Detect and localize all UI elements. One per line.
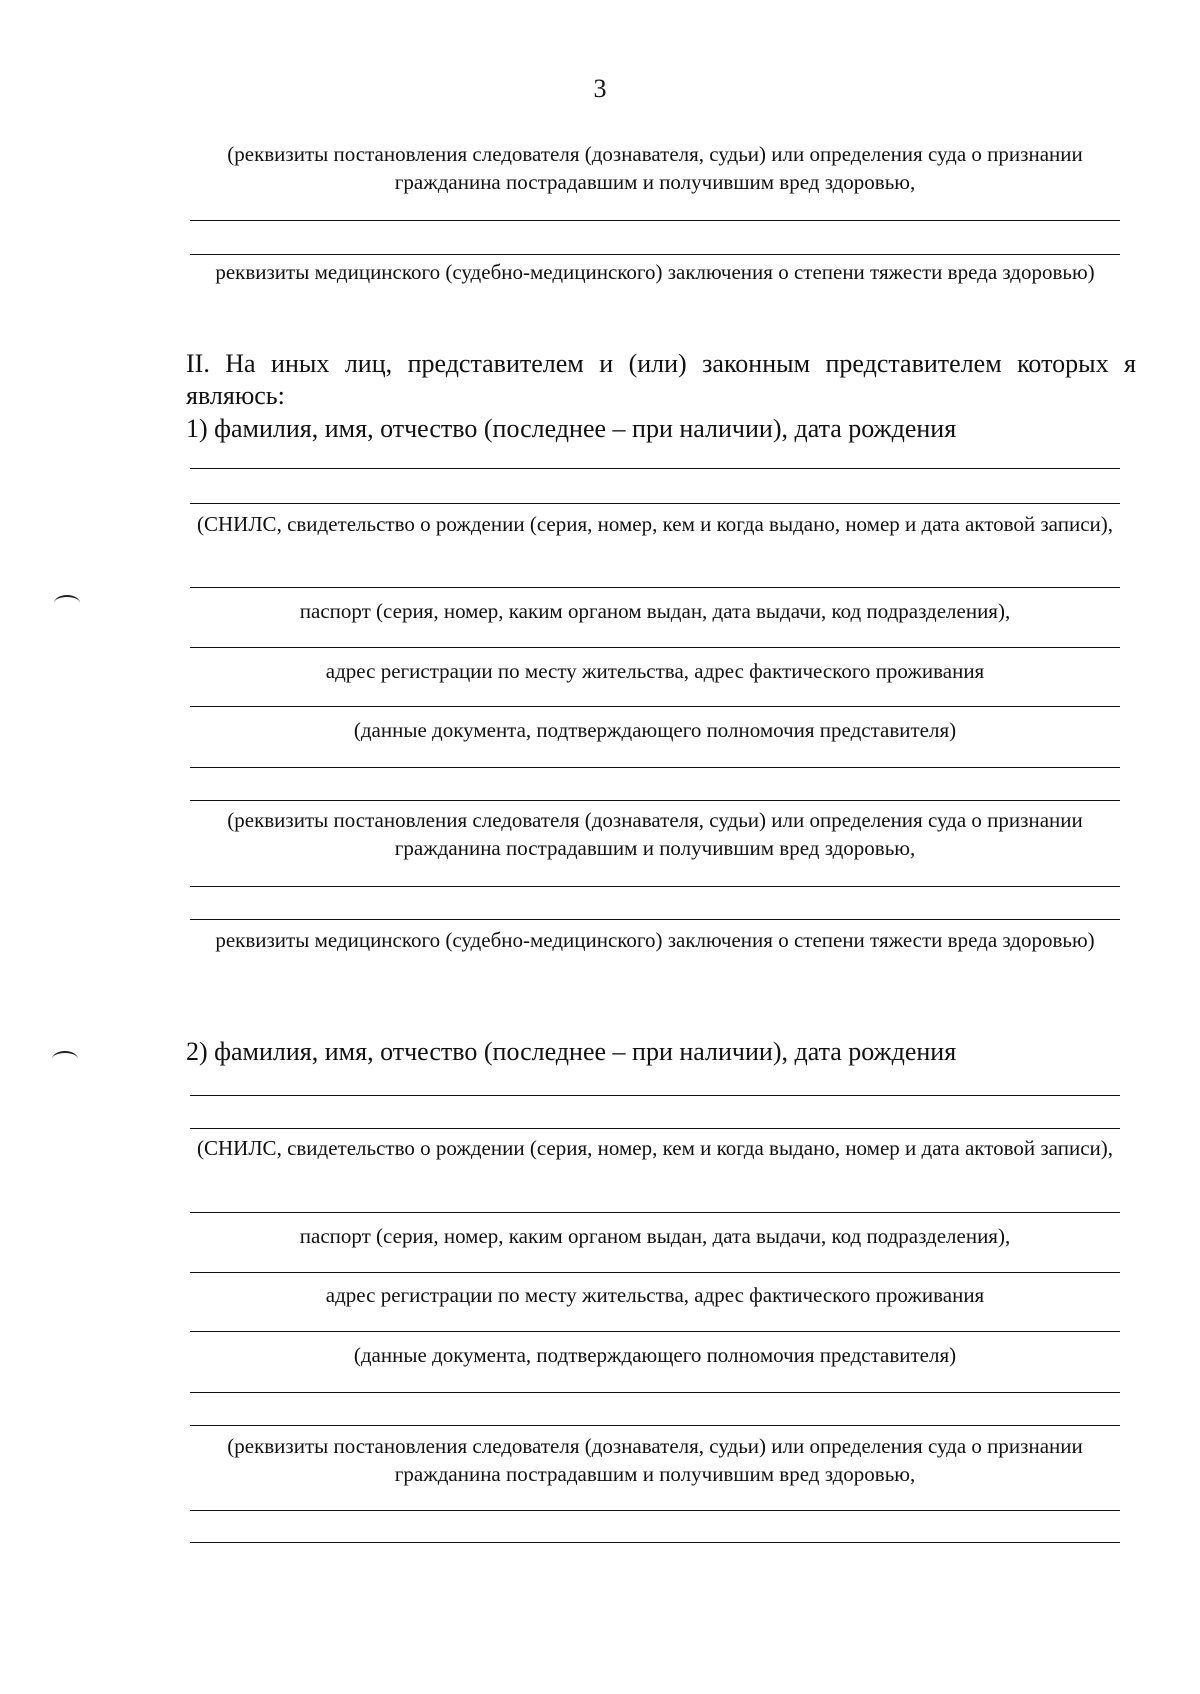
fill-line[interactable] xyxy=(190,767,1120,768)
address-caption: адрес регистрации по месту жительства, адрес фактического проживания xyxy=(325,1283,985,1307)
fill-line[interactable] xyxy=(190,1128,1120,1129)
margin-mark xyxy=(54,595,80,611)
resolution-caption: (реквизиты постановления следователя (дознавателя, судьи) или определения суда о признании гражданина пострадавшим и получившим вред здоровью, xyxy=(227,142,1083,194)
fill-line[interactable] xyxy=(190,800,1120,801)
margin-mark xyxy=(52,1051,78,1067)
medical-conclusion-caption: реквизиты медицинского (судебно-медицинского) заключения о степени тяжести вреда здоровью) xyxy=(215,260,1095,284)
fill-line[interactable] xyxy=(190,1095,1120,1096)
resolution-caption: (реквизиты постановления следователя (дознавателя, судьи) или определения суда о признании гражданина пострадавшим и получившим вред здоровью, xyxy=(227,808,1083,860)
snils-caption: (СНИЛС, свидетельство о рождении (серия, номер, кем и когда выдано, номер и дата актовой записи), xyxy=(196,1136,1113,1160)
fill-line[interactable] xyxy=(190,220,1120,221)
resolution-caption: (реквизиты постановления следователя (дознавателя, судьи) или определения суда о признании гражданина пострадавшим и получившим вред здоровью, xyxy=(227,1434,1083,1486)
fill-line[interactable] xyxy=(190,468,1120,469)
person-name-label: 1) фамилия, имя, отчество (последнее – при наличии), дата рождения xyxy=(186,414,957,443)
fill-line[interactable] xyxy=(190,587,1120,588)
fill-line[interactable] xyxy=(190,919,1120,920)
fill-line[interactable] xyxy=(190,1272,1120,1273)
section-heading: II. На иных лиц, представителем и (или) законным представителем которых я являюсь: xyxy=(186,349,1136,410)
fill-line[interactable] xyxy=(190,886,1120,887)
person-name-label: 2) фамилия, имя, отчество (последнее – при наличии), дата рождения xyxy=(186,1037,957,1066)
fill-line[interactable] xyxy=(190,706,1120,707)
fill-line[interactable] xyxy=(190,1425,1120,1426)
authority-document-caption: (данные документа, подтверждающего полномочия представителя) xyxy=(353,1343,957,1367)
fill-line[interactable] xyxy=(190,503,1120,504)
fill-line[interactable] xyxy=(190,1212,1120,1213)
snils-caption: (СНИЛС, свидетельство о рождении (серия, номер, кем и когда выдано, номер и дата актовой записи), xyxy=(196,512,1113,536)
fill-line[interactable] xyxy=(190,1392,1120,1393)
fill-line[interactable] xyxy=(190,1542,1120,1543)
fill-line[interactable] xyxy=(190,254,1120,255)
address-caption: адрес регистрации по месту жительства, адрес фактического проживания xyxy=(325,659,985,683)
passport-caption: паспорт (серия, номер, каким органом выдан, дата выдачи, код подразделения), xyxy=(299,1224,1011,1248)
medical-conclusion-caption: реквизиты медицинского (судебно-медицинского) заключения о степени тяжести вреда здоровью) xyxy=(215,928,1095,952)
fill-line[interactable] xyxy=(190,1331,1120,1332)
fill-line[interactable] xyxy=(190,1510,1120,1511)
passport-caption: паспорт (серия, номер, каким органом выдан, дата выдачи, код подразделения), xyxy=(299,599,1011,623)
fill-line[interactable] xyxy=(190,647,1120,648)
authority-document-caption: (данные документа, подтверждающего полномочия представителя) xyxy=(353,718,957,742)
page-number: 3 xyxy=(593,74,607,103)
